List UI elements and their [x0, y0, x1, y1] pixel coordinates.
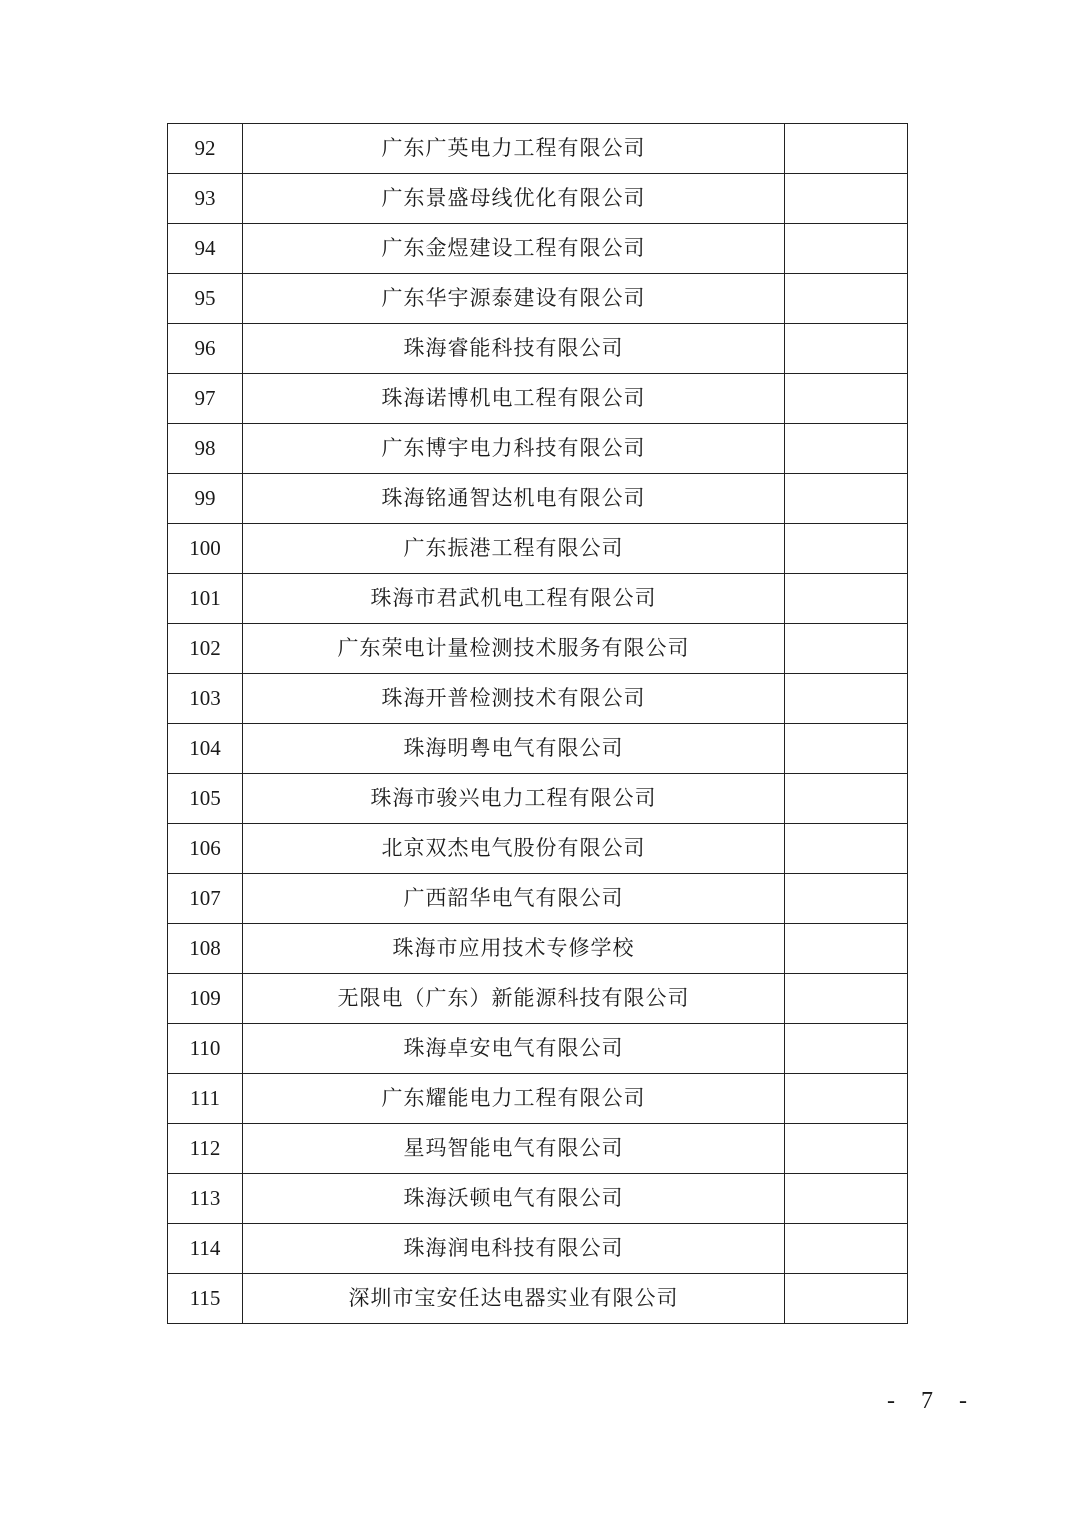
table-row — [168, 1174, 908, 1224]
table-row — [168, 1124, 908, 1174]
table-row — [168, 824, 908, 874]
remark-cell — [785, 174, 908, 224]
row-number-cell: 101 — [168, 574, 243, 624]
page-number: - 7 - — [887, 1388, 977, 1414]
remark-cell — [785, 474, 908, 524]
row-number-cell: 95 — [168, 274, 243, 324]
remark-cell — [785, 524, 908, 574]
row-number-cell: 109 — [168, 974, 243, 1024]
table-row — [168, 574, 908, 624]
row-number-cell: 113 — [168, 1174, 243, 1224]
company-list-body — [168, 124, 908, 1324]
company-name-cell: 广东景盛母线优化有限公司 — [243, 174, 785, 224]
company-list-table — [167, 123, 908, 1324]
table-row — [168, 624, 908, 674]
row-number-cell: 94 — [168, 224, 243, 274]
row-number-cell: 110 — [168, 1024, 243, 1074]
row-number-cell: 114 — [168, 1224, 243, 1274]
remark-cell — [785, 1124, 908, 1174]
company-name-cell: 广东耀能电力工程有限公司 — [243, 1074, 785, 1124]
row-number-cell: 106 — [168, 824, 243, 874]
company-name-cell: 北京双杰电气股份有限公司 — [243, 824, 785, 874]
table-row — [168, 224, 908, 274]
table-row — [168, 674, 908, 724]
table-row — [168, 1224, 908, 1274]
company-name-cell: 珠海明粤电气有限公司 — [243, 724, 785, 774]
remark-cell — [785, 774, 908, 824]
table-row — [168, 374, 908, 424]
company-name-cell: 珠海铭通智达机电有限公司 — [243, 474, 785, 524]
remark-cell — [785, 1174, 908, 1224]
table-row — [168, 174, 908, 224]
company-name-cell: 珠海市应用技术专修学校 — [243, 924, 785, 974]
row-number-cell: 93 — [168, 174, 243, 224]
company-name-cell: 广东博宇电力科技有限公司 — [243, 424, 785, 474]
row-number-cell: 103 — [168, 674, 243, 724]
remark-cell — [785, 574, 908, 624]
row-number-cell: 102 — [168, 624, 243, 674]
company-name-cell: 广西韶华电气有限公司 — [243, 874, 785, 924]
remark-cell — [785, 224, 908, 274]
row-number-cell: 108 — [168, 924, 243, 974]
table-row — [168, 874, 908, 924]
row-number-cell: 104 — [168, 724, 243, 774]
table-row — [168, 274, 908, 324]
row-number-cell: 97 — [168, 374, 243, 424]
company-name-cell: 珠海诺博机电工程有限公司 — [243, 374, 785, 424]
company-name-cell: 星玛智能电气有限公司 — [243, 1124, 785, 1174]
table-row — [168, 474, 908, 524]
remark-cell — [785, 274, 908, 324]
company-name-cell: 珠海开普检测技术有限公司 — [243, 674, 785, 724]
table-row — [168, 124, 908, 174]
remark-cell — [785, 124, 908, 174]
table-row — [168, 974, 908, 1024]
row-number-cell: 99 — [168, 474, 243, 524]
row-number-cell: 92 — [168, 124, 243, 174]
remark-cell — [785, 424, 908, 474]
table-row — [168, 1024, 908, 1074]
remark-cell — [785, 624, 908, 674]
remark-cell — [785, 924, 908, 974]
table-row — [168, 424, 908, 474]
table-row — [168, 924, 908, 974]
company-name-cell: 广东广英电力工程有限公司 — [243, 124, 785, 174]
row-number-cell: 115 — [168, 1274, 243, 1324]
remark-cell — [785, 824, 908, 874]
remark-cell — [785, 974, 908, 1024]
company-name-cell: 珠海卓安电气有限公司 — [243, 1024, 785, 1074]
remark-cell — [785, 874, 908, 924]
remark-cell — [785, 1024, 908, 1074]
row-number-cell: 107 — [168, 874, 243, 924]
table-row — [168, 524, 908, 574]
remark-cell — [785, 674, 908, 724]
company-name-cell: 珠海沃顿电气有限公司 — [243, 1174, 785, 1224]
row-number-cell: 96 — [168, 324, 243, 374]
row-number-cell: 98 — [168, 424, 243, 474]
table-row — [168, 724, 908, 774]
company-name-cell: 珠海市君武机电工程有限公司 — [243, 574, 785, 624]
table-row — [168, 1274, 908, 1324]
remark-cell — [785, 374, 908, 424]
table-row — [168, 324, 908, 374]
remark-cell — [785, 324, 908, 374]
company-name-cell: 珠海润电科技有限公司 — [243, 1224, 785, 1274]
remark-cell — [785, 724, 908, 774]
remark-cell — [785, 1074, 908, 1124]
company-name-cell: 深圳市宝安任达电器实业有限公司 — [243, 1274, 785, 1324]
row-number-cell: 105 — [168, 774, 243, 824]
remark-cell — [785, 1224, 908, 1274]
company-name-cell: 广东金煜建设工程有限公司 — [243, 224, 785, 274]
company-name-cell: 广东振港工程有限公司 — [243, 524, 785, 574]
row-number-cell: 112 — [168, 1124, 243, 1174]
company-name-cell: 珠海市骏兴电力工程有限公司 — [243, 774, 785, 824]
company-name-cell: 无限电（广东）新能源科技有限公司 — [243, 974, 785, 1024]
row-number-cell: 100 — [168, 524, 243, 574]
row-number-cell: 111 — [168, 1074, 243, 1124]
remark-cell — [785, 1274, 908, 1324]
company-name-cell: 广东荣电计量检测技术服务有限公司 — [243, 624, 785, 674]
company-name-cell: 珠海睿能科技有限公司 — [243, 324, 785, 374]
table-row — [168, 1074, 908, 1124]
table-row — [168, 774, 908, 824]
company-name-cell: 广东华宇源泰建设有限公司 — [243, 274, 785, 324]
